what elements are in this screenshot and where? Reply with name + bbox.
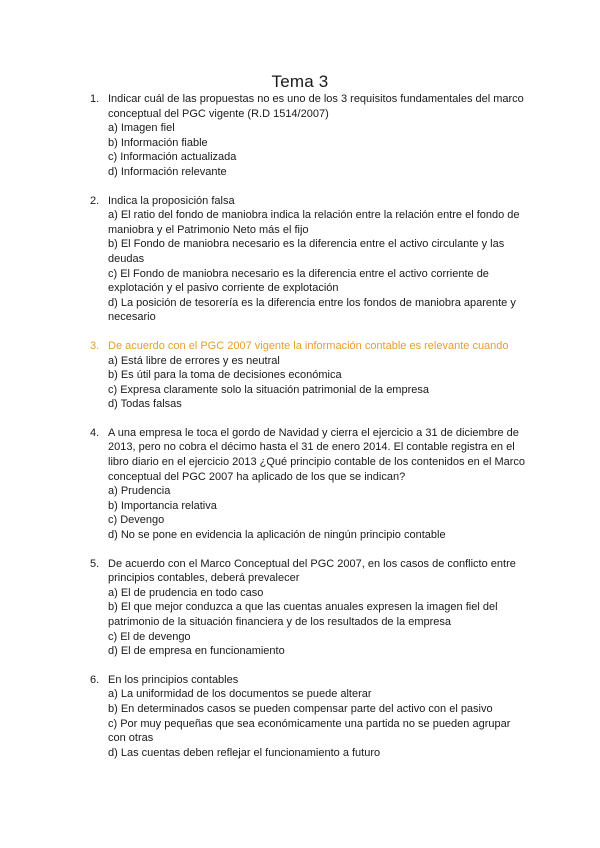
question-number: 6. <box>90 673 100 686</box>
question-item <box>0 426 600 543</box>
question-number: 2. <box>90 194 100 207</box>
answer-option: c) El de devengo <box>108 630 191 643</box>
question-number: 4. <box>90 426 100 439</box>
answer-option: d) Información relevante <box>108 165 227 178</box>
question-text: De acuerdo con el Marco Conceptual del PGC 2007, en los casos de conflicto entre principios contables, deberá prevalecer <box>108 557 516 585</box>
question-text: Indica la proposición falsa <box>108 194 235 207</box>
answer-option: a) El ratio del fondo de maniobra indica la relación entre la relación entre el fondo de maniobra y el Patrimonio Neto más el fijo <box>108 209 520 236</box>
answer-option: a) Imagen fiel <box>108 122 175 135</box>
answer-option: a) Prudencia <box>108 485 171 498</box>
answer-option: d) La posición de tesorería es la diferencia entre los fondos de maniobra aparente y necesario <box>108 296 516 324</box>
answer-option: b) Es útil para la toma de decisiones económica <box>108 369 342 382</box>
question-item <box>0 92 600 180</box>
question-number: 1. <box>90 93 100 105</box>
answer-option: b) El Fondo de maniobra necesario es la diferencia entre el activo circulante y las deudas <box>108 238 505 265</box>
page-title: Tema 3 <box>271 72 329 91</box>
answer-option: d) Las cuentas deben reflejar el funcionamiento a futuro <box>108 746 381 759</box>
question-number: 3. <box>90 339 100 352</box>
question-text: En los principios contables <box>108 673 239 686</box>
question-list <box>0 92 600 774</box>
answer-option: b) En determinados casos se pueden compensar parte del activo con el pasivo <box>108 702 493 715</box>
question-text-highlighted: De acuerdo con el PGC 2007 vigente la información contable es relevante cuando <box>108 339 509 352</box>
answer-option: c) Por muy pequeñas que sea económicamente una partida no se pueden agrupar con otras <box>108 717 511 745</box>
answer-option: a) El de prudencia en todo caso <box>108 586 264 599</box>
answer-option: b) Información fiable <box>108 136 208 149</box>
answer-option: d) El de empresa en funcionamiento <box>108 645 285 658</box>
question-item <box>0 339 600 412</box>
answer-option: c) Devengo <box>108 514 165 527</box>
question-text: A una empresa le toca el gordo de Navidad y cierra el ejercicio a 31 de diciembre de 2013, pero no cobra el décimo hasta el 31 de enero 2014. El contable registra en el libro diario en el ejercicio 2013 ¿Qué principio contable de los contenidos en el Marco conceptual del PGC 2007 ha aplicado de los que se indican? <box>108 426 526 483</box>
answer-option: d) Todas falsas <box>108 398 182 411</box>
question-item <box>0 673 600 761</box>
answer-option: c) Información actualizada <box>108 151 237 164</box>
answer-option: d) No se pone en evidencia la aplicación de ningún principio contable <box>108 529 446 542</box>
answer-option: b) Importancia relativa <box>108 499 217 512</box>
question-item <box>0 194 600 325</box>
answer-option: a) Está libre de errores y es neutral <box>108 354 280 367</box>
question-item <box>0 557 600 659</box>
question-text: Indicar cuál de las propuestas no es uno de los 3 requisitos fundamentales del marco conceptual del PGC vigente (R.D 1514/2007) <box>108 93 524 120</box>
question-number: 5. <box>90 557 100 570</box>
answer-option: b) El que mejor conduzca a que las cuentas anuales expresen la imagen fiel del patrimonio de la situación financiera y de los resultados de la empresa <box>108 601 498 628</box>
answer-option: a) La uniformidad de los documentos se puede alterar <box>108 688 372 701</box>
answer-option: c) Expresa claramente solo la situación patrimonial de la empresa <box>108 383 429 396</box>
answer-option: c) El Fondo de maniobra necesario es la diferencia entre el activo corriente de explotación y el pasivo corriente de explotación <box>108 267 489 295</box>
